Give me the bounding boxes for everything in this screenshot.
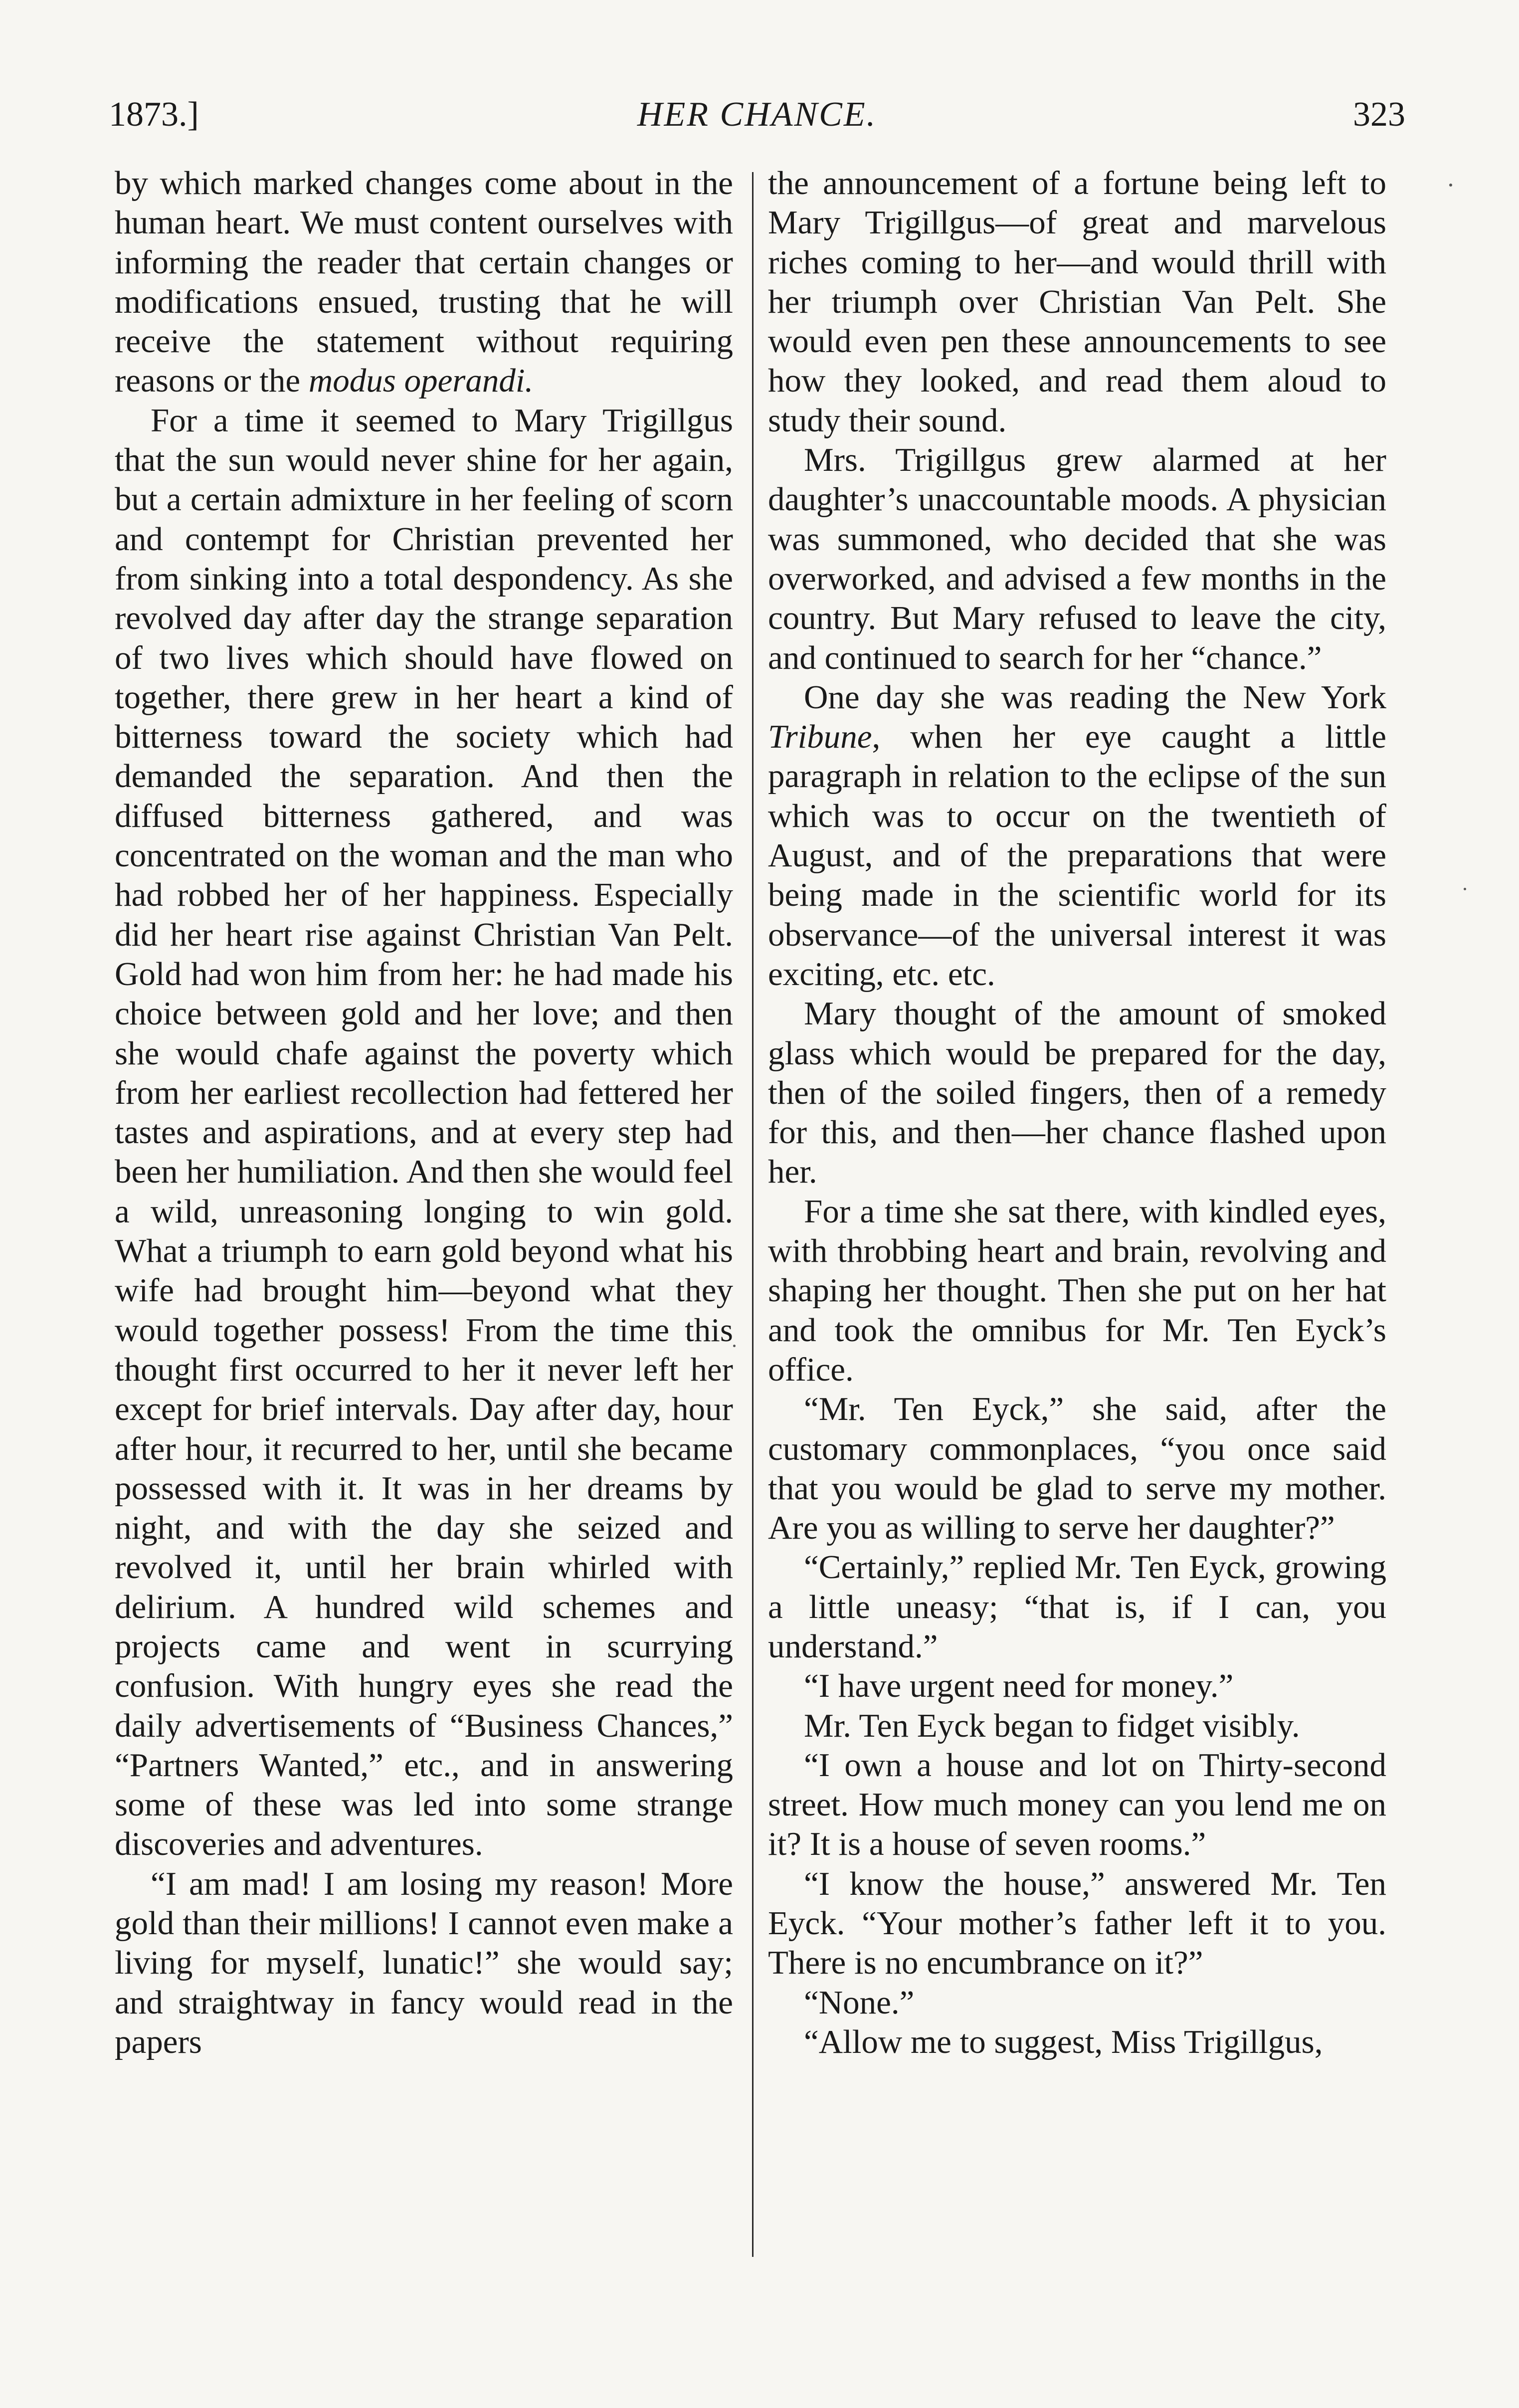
page-number: 323 — [1353, 95, 1405, 134]
paragraph: Mr. Ten Eyck began to fidget visibly. — [804, 1707, 1300, 1744]
running-header — [109, 87, 1405, 142]
header-year: 1873.] — [109, 95, 199, 134]
paragraph: the announcement of a fortune being left to Mary Trigillgus—of great and marvelous riches coming to her—and would thrill with her triumph over Christian Van Pelt. She would even pen these announcements to see how they looked, and read them aloud to study their sound. — [768, 165, 1386, 439]
paragraph: Mary thought of the amount of smoked glass which would be prepared for the day, then of the soiled fingers, then of a remedy for this, and then—her chance flashed upon her. — [768, 995, 1386, 1191]
left-column — [115, 164, 733, 2062]
paragraph: One day she was reading the New York Tribune, when her eye caught a little paragraph in relation to the eclipse of the sun which was to occur on the twentieth of August, and of the preparations that were being made in the scientific world for its observance—of the universal interest it was exciting, etc. etc. — [768, 678, 1386, 993]
paragraph: “None.” — [804, 1984, 915, 2021]
column-divider — [752, 172, 754, 2257]
italic-phrase: Tribune — [768, 718, 872, 756]
paragraph: by which marked changes come about in the human heart. We must content ourselves with informing the reader that certain changes or modifications ensued, trusting that he will receive the statement without requiring reasons or the modus operandi. — [115, 165, 733, 400]
paragraph: “I have urgent need for money.” — [804, 1667, 1234, 1705]
paragraph: For a time it seemed to Mary Trigillgus that the sun would never shine for her again, but a certain admixture in her feeling of scorn and contempt for Christian prevented her from sinking into a total despondency. As she revolved day after day the strange separation of two lives which should have flowed on together, there grew in her heart a kind of bitterness toward the society which had demanded the separation. And then the diffused bitterness gathered, and was concentrated on the woman and the man who had robbed her of her happiness. Especially did her heart rise against Christian Van Pelt. Gold had won him from her: he had made his choice between gold and her love; and then she would chafe against the poverty which from her earliest recollection had fettered her tastes and aspirations, and at every step had been her humiliation. And then she would feel a wild, unreasoning longing to win gold. What a triumph to earn gold beyond what his wife had brought him—beyond what they would together possess! From the time this thought first occurred to her it never left her except for brief intervals. Day after day, hour after hour, it recurred to her, until she became possessed with it. It was in her dreams by night, and with the day she seized and revolved it, until her brain whirled with delirium. A hundred wild schemes and projects came and went in scurrying confusion. With hungry eyes she read the daily advertisements of “Business Chances,” “Partners Wanted,” etc., and in answering some of these was led into some strange discoveries and adventures. — [115, 401, 733, 1863]
print-speck — [1449, 184, 1452, 187]
header-title: HER CHANCE. — [637, 95, 877, 134]
paragraph: “I am mad! I am losing my reason! More gold than their millions! I cannot even make a living for myself, lunatic!” she would say; and straightway in fancy would read in the papers — [115, 1865, 733, 2060]
paragraph: Mrs. Trigillgus grew alarmed at her daughter’s unaccountable moods. A physician was summoned, who decided that she was overworked, and advised a few months in the country. But Mary refused to leave the city, and continued to search for her “chance.” — [768, 441, 1386, 676]
print-speck — [1464, 888, 1466, 890]
paragraph: For a time she sat there, with kindled eyes, with throbbing heart and brain, revolving and shaping her thought. Then she put on her hat and took the omnibus for Mr. Ten Eyck’s office. — [768, 1193, 1386, 1388]
right-column — [768, 164, 1386, 2062]
paragraph: “I know the house,” answered Mr. Ten Eyck. “Your mother’s father left it to you. There is no encumbrance on it?” — [768, 1865, 1386, 1982]
paragraph: “Certainly,” replied Mr. Ten Eyck, growing a little uneasy; “that is, if I can, you understand.” — [768, 1549, 1386, 1665]
paragraph: “Mr. Ten Eyck,” she said, after the customary commonplaces, “you once said that you would be glad to serve my mother. Are you as willing to serve her daughter?” — [768, 1391, 1386, 1547]
italic-phrase: modus operandi. — [308, 362, 534, 400]
paragraph: “I own a house and lot on Thirty-second street. How much money can you lend me on it? It is a house of seven rooms.” — [768, 1746, 1386, 1863]
paragraph: “Allow me to suggest, Miss Trigillgus, — [804, 2023, 1323, 2060]
print-speck — [733, 1345, 736, 1347]
